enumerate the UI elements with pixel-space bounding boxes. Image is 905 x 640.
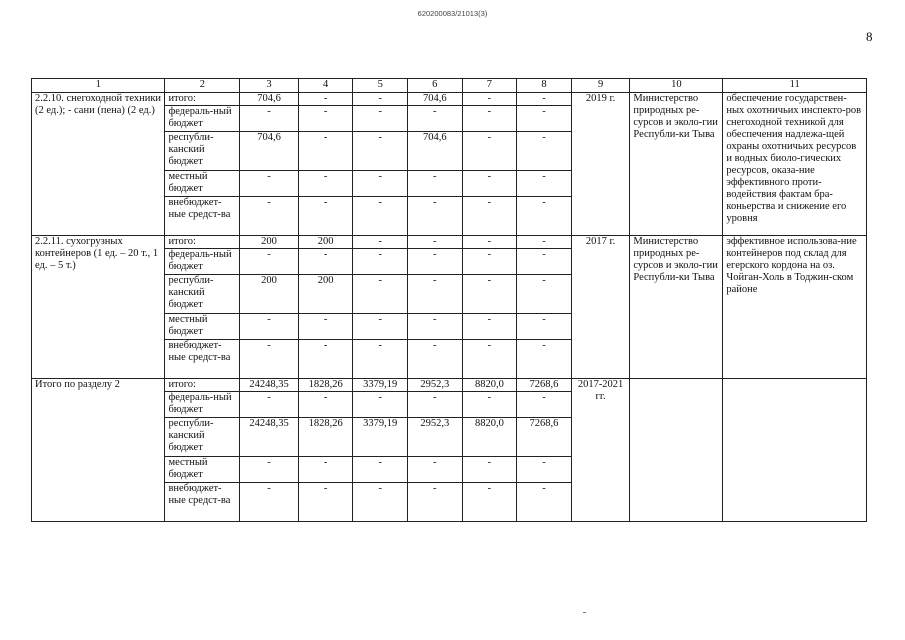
- amount-cell: -: [462, 275, 517, 314]
- item-name-cell: 2.2.10. снегоходной техники (2 ед.); - сани (пена) (2 ед.): [32, 93, 165, 236]
- amount-cell: 704,6: [240, 132, 299, 171]
- funding-source-cell: федераль-ный бюджет: [165, 106, 240, 132]
- amount-cell: 24248,35: [240, 379, 299, 392]
- amount-cell: -: [517, 93, 572, 106]
- funding-source-cell: внебюджет-ные средст-ва: [165, 340, 240, 379]
- amount-cell: -: [462, 106, 517, 132]
- header-row: [32, 79, 867, 93]
- amount-cell: -: [298, 249, 353, 275]
- amount-cell: 704,6: [408, 93, 463, 106]
- table-row: [32, 93, 867, 106]
- amount-cell: -: [353, 392, 408, 418]
- amount-cell: 200: [240, 236, 299, 249]
- executor-cell: [630, 379, 723, 522]
- item-name-cell: Итого по разделу 2: [32, 379, 165, 522]
- amount-cell: 1828,26: [298, 418, 353, 457]
- amount-cell: 200: [240, 275, 299, 314]
- amount-cell: 200: [298, 236, 353, 249]
- amount-cell: -: [240, 392, 299, 418]
- funding-source-cell: республи-канский бюджет: [165, 132, 240, 171]
- amount-cell: -: [462, 249, 517, 275]
- amount-cell: -: [408, 236, 463, 249]
- amount-cell: -: [353, 314, 408, 340]
- amount-cell: -: [298, 106, 353, 132]
- expected-result-cell: эффективное использова-ние контейнеров под склад для егерского кордона на оз. Чойган-Холь в Тоджин-ском районе: [723, 236, 867, 379]
- amount-cell: 704,6: [408, 132, 463, 171]
- amount-cell: -: [408, 249, 463, 275]
- funding-source-cell: республи-канский бюджет: [165, 418, 240, 457]
- funding-source-cell: итого:: [165, 93, 240, 106]
- amount-cell: -: [298, 197, 353, 236]
- column-header: 4: [298, 79, 353, 93]
- amount-cell: -: [517, 171, 572, 197]
- amount-cell: 1828,26: [298, 379, 353, 392]
- scan-artifact: [583, 612, 586, 613]
- amount-cell: -: [462, 392, 517, 418]
- amount-cell: -: [408, 275, 463, 314]
- amount-cell: -: [298, 340, 353, 379]
- amount-cell: -: [462, 132, 517, 171]
- amount-cell: -: [462, 314, 517, 340]
- amount-cell: -: [240, 171, 299, 197]
- amount-cell: -: [353, 106, 408, 132]
- amount-cell: -: [517, 236, 572, 249]
- amount-cell: -: [462, 171, 517, 197]
- item-name-cell: 2.2.11. сухогрузных контейнеров (1 ед. – 20 т., 1 ед. – 5 т.): [32, 236, 165, 379]
- amount-cell: -: [298, 93, 353, 106]
- amount-cell: -: [353, 197, 408, 236]
- amount-cell: 2952,3: [408, 379, 463, 392]
- amount-cell: -: [408, 197, 463, 236]
- amount-cell: -: [298, 483, 353, 522]
- amount-cell: -: [517, 275, 572, 314]
- amount-cell: -: [353, 249, 408, 275]
- amount-cell: -: [240, 197, 299, 236]
- amount-cell: -: [517, 132, 572, 171]
- column-header: 2: [165, 79, 240, 93]
- funding-source-cell: республи-канский бюджет: [165, 275, 240, 314]
- amount-cell: -: [353, 457, 408, 483]
- funding-source-cell: местный бюджет: [165, 314, 240, 340]
- amount-cell: -: [298, 392, 353, 418]
- amount-cell: -: [408, 314, 463, 340]
- column-header: 9: [571, 79, 630, 93]
- amount-cell: -: [517, 197, 572, 236]
- column-header: 1: [32, 79, 165, 93]
- amount-cell: -: [298, 457, 353, 483]
- amount-cell: 3379,19: [353, 418, 408, 457]
- period-cell: 2017-2021 гг.: [571, 379, 630, 522]
- amount-cell: -: [353, 340, 408, 379]
- amount-cell: -: [408, 392, 463, 418]
- funding-source-cell: внебюджет-ные средст-ва: [165, 483, 240, 522]
- amount-cell: -: [517, 457, 572, 483]
- period-cell: 2019 г.: [571, 93, 630, 236]
- budget-table: [31, 78, 867, 522]
- amount-cell: -: [353, 93, 408, 106]
- amount-cell: -: [408, 483, 463, 522]
- amount-cell: -: [240, 106, 299, 132]
- amount-cell: 24248,35: [240, 418, 299, 457]
- amount-cell: 704,6: [240, 93, 299, 106]
- column-header: 11: [723, 79, 867, 93]
- amount-cell: -: [408, 457, 463, 483]
- amount-cell: -: [298, 171, 353, 197]
- table-row: [32, 236, 867, 249]
- amount-cell: -: [408, 106, 463, 132]
- amount-cell: -: [517, 392, 572, 418]
- amount-cell: -: [240, 340, 299, 379]
- amount-cell: -: [298, 132, 353, 171]
- amount-cell: 8820,0: [462, 379, 517, 392]
- amount-cell: -: [462, 457, 517, 483]
- amount-cell: 8820,0: [462, 418, 517, 457]
- amount-cell: 7268,6: [517, 379, 572, 392]
- amount-cell: -: [517, 106, 572, 132]
- amount-cell: -: [517, 314, 572, 340]
- amount-cell: -: [462, 483, 517, 522]
- funding-source-cell: местный бюджет: [165, 171, 240, 197]
- amount-cell: -: [517, 483, 572, 522]
- expected-result-cell: [723, 379, 867, 522]
- period-cell: 2017 г.: [571, 236, 630, 379]
- expected-result-cell: обеспечение государствен-ных охотничьих инспекто-ров снегоходной техникой для обеспечения надлежа-щей охраны охотничьих ресурсов и водных биоло-гических ресурсов, оказа-ние эффективного проти-водействия фактам бра-коньерства и снижение его уровня: [723, 93, 867, 236]
- page-number: 8: [866, 29, 873, 44]
- column-header: 5: [353, 79, 408, 93]
- amount-cell: 200: [298, 275, 353, 314]
- column-header: 8: [517, 79, 572, 93]
- funding-source-cell: федераль-ный бюджет: [165, 249, 240, 275]
- amount-cell: -: [462, 340, 517, 379]
- column-header: 3: [240, 79, 299, 93]
- funding-source-cell: местный бюджет: [165, 457, 240, 483]
- document-id: 620200083/21013(3): [417, 9, 488, 18]
- amount-cell: -: [353, 132, 408, 171]
- funding-source-cell: итого:: [165, 236, 240, 249]
- funding-source-cell: федераль-ный бюджет: [165, 392, 240, 418]
- amount-cell: 7268,6: [517, 418, 572, 457]
- table-row: [32, 379, 867, 392]
- funding-source-cell: внебюджет-ные средст-ва: [165, 197, 240, 236]
- column-header: 7: [462, 79, 517, 93]
- amount-cell: -: [517, 249, 572, 275]
- amount-cell: -: [353, 483, 408, 522]
- amount-cell: 3379,19: [353, 379, 408, 392]
- amount-cell: -: [240, 457, 299, 483]
- column-header: 10: [630, 79, 723, 93]
- amount-cell: 2952,3: [408, 418, 463, 457]
- amount-cell: -: [462, 93, 517, 106]
- amount-cell: -: [517, 340, 572, 379]
- column-header: 6: [408, 79, 463, 93]
- amount-cell: -: [240, 483, 299, 522]
- amount-cell: -: [240, 314, 299, 340]
- amount-cell: -: [462, 197, 517, 236]
- amount-cell: -: [408, 340, 463, 379]
- amount-cell: -: [298, 314, 353, 340]
- amount-cell: -: [353, 171, 408, 197]
- amount-cell: -: [462, 236, 517, 249]
- amount-cell: -: [353, 275, 408, 314]
- amount-cell: -: [408, 171, 463, 197]
- amount-cell: -: [240, 249, 299, 275]
- executor-cell: Министерство природных ре-сурсов и эколо-гии Республи-ки Тыва: [630, 93, 723, 236]
- funding-source-cell: итого:: [165, 379, 240, 392]
- executor-cell: Министерство природных ре-сурсов и эколо-гии Республи-ки Тыва: [630, 236, 723, 379]
- amount-cell: -: [353, 236, 408, 249]
